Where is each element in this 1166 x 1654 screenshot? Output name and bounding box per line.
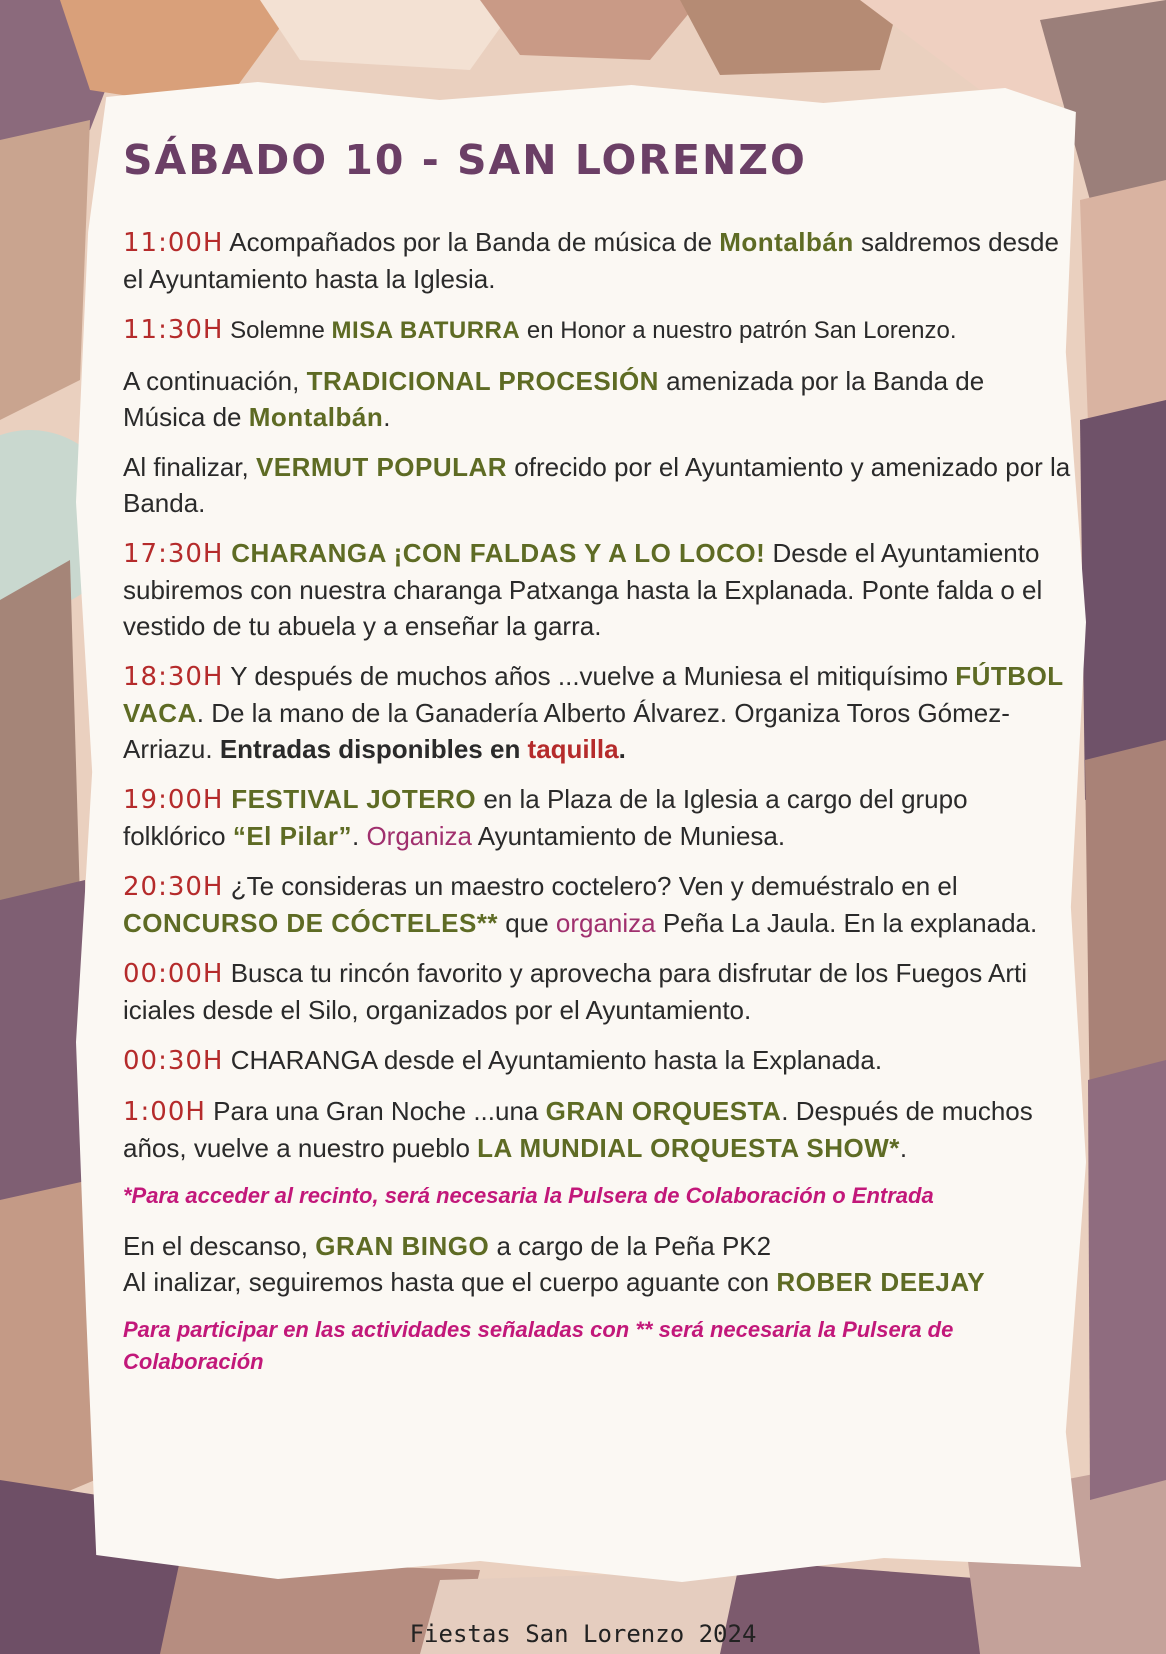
entry-highlight: MISA BATURRA — [331, 317, 521, 344]
schedule-entry-procesion — [123, 363, 1073, 435]
entry-text: Al finalizar, — [123, 452, 256, 482]
page-title: SÁBADO 10 - SAN LORENZO — [123, 136, 807, 184]
schedule-entry-vermut — [123, 449, 1073, 521]
entry-text: ofrecido por el Ayuntamiento y amenizado por la Banda. — [123, 452, 1071, 518]
entry-highlight: FESTIVAL JOTERO — [223, 784, 477, 814]
entry-highlight: CONCURSO DE CÓCTELES** — [123, 908, 499, 938]
schedule-entry-1830 — [123, 658, 1073, 767]
entry-text: amenizada por la Banda de Música de — [123, 366, 985, 432]
entry-text: CHARANGA desde el Ayuntamiento hasta la Explanada. — [223, 1045, 883, 1075]
entry-time: 19:00H — [123, 785, 224, 815]
entry-highlight: ROBER DEEJAY — [776, 1267, 986, 1297]
schedule-entry-0000 — [123, 955, 1073, 1028]
footer-text: Fiestas San Lorenzo 2024 — [409, 1620, 757, 1648]
entry-text: Acompañados por la Banda de música de — [223, 227, 720, 257]
entry-text: Peña La Jaula. En la explanada. — [655, 908, 1038, 938]
schedule-entry-bingo — [123, 1228, 1073, 1300]
entry-text: Ayuntamiento de Muniesa. — [471, 821, 786, 851]
entry-highlight: “El Pilar” — [232, 821, 352, 851]
entry-text: saldremos desde el Ayuntamiento hasta la Iglesia. — [123, 227, 1059, 294]
entry-text: . — [383, 402, 391, 432]
entry-time: 11:00H — [123, 228, 224, 258]
entry-highlight: LA MUNDIAL ORQUESTA SHOW* — [477, 1133, 900, 1163]
entry-time: 1:00H — [123, 1097, 206, 1127]
entry-text: Al inalizar, seguiremos hasta que el cuerpo aguante con — [123, 1267, 777, 1297]
entry-time: 17:30H — [123, 539, 224, 569]
schedule-entry-0030 — [123, 1042, 1073, 1079]
entry-text: . — [899, 1133, 908, 1163]
entry-text: . De la mano de la Ganadería Alberto Álvarez. Organiza Toros Gómez-Arriazu. — [123, 698, 1010, 764]
entry-highlight: TRADICIONAL PROCESIÓN — [306, 366, 659, 396]
program-content — [123, 120, 1073, 1394]
entry-taquilla: taquilla — [527, 734, 619, 764]
entry-time: 00:00H — [123, 959, 224, 989]
entry-text: Solemne — [223, 317, 332, 344]
entry-highlight: VERMUT POPULAR — [255, 452, 508, 482]
entry-bold: . — [618, 734, 626, 764]
schedule-entry-1100 — [123, 224, 1073, 297]
entry-text: . Después de muchos años, vuelve a nuestro pueblo — [123, 1096, 1033, 1163]
schedule-entry-1730 — [123, 535, 1073, 644]
entry-highlight: GRAN ORQUESTA — [545, 1096, 782, 1126]
entry-time: 18:30H — [123, 662, 224, 692]
entry-time: 20:30H — [123, 872, 224, 902]
entry-organiza: Organiza — [366, 821, 472, 851]
entry-time: 00:30H — [123, 1046, 224, 1076]
bracelet-note: Para participar en las actividades señaladas con ** será necesaria la Pulsera de Colaboración — [123, 1317, 954, 1374]
entry-text: Busca tu rincón favorito y aprovecha para disfrutar de los Fuegos Arti iciales desde el Silo, organizados por el Ayuntamiento. — [123, 958, 1028, 1025]
entry-highlight: Montalbán — [248, 402, 384, 432]
entry-text: ¿Te consideras un maestro coctelero? Ven y demuéstralo en el — [223, 871, 958, 901]
entry-text: A continuación, — [123, 366, 307, 396]
entry-time: 11:30H — [123, 315, 224, 345]
entry-text: en Honor a nuestro patrón San Lorenzo. — [520, 317, 957, 344]
entry-highlight: GRAN BINGO — [315, 1231, 490, 1261]
entry-text: que — [498, 908, 556, 938]
entry-text: . — [351, 821, 367, 851]
entry-highlight: FÚTBOL VACA — [123, 661, 1064, 728]
entry-bold: Entradas disponibles en — [219, 734, 528, 764]
entry-highlight: Montalbán — [719, 227, 854, 257]
entry-text: Y después de muchos años ...vuelve a Muniesa el mitiquísimo — [223, 661, 956, 691]
schedule-entry-1900 — [123, 781, 1073, 854]
entry-text: a cargo de la Peña PK2 — [489, 1231, 772, 1261]
access-note: *Para acceder al recinto, será necesaria la Pulsera de Colaboración o Entrada — [123, 1183, 934, 1208]
entry-organiza: organiza — [555, 908, 656, 938]
entry-text: en la Plaza de la Iglesia a cargo del grupo folklórico — [123, 784, 968, 851]
schedule-entry-2030 — [123, 868, 1073, 941]
entry-text: Para una Gran Noche ...una — [205, 1096, 546, 1126]
entry-highlight: CHARANGA ¡CON FALDAS Y A LO LOCO! — [223, 538, 766, 568]
entry-text: En el descanso, — [123, 1231, 316, 1261]
entry-text: Desde el Ayuntamiento subiremos con nuestra charanga Patxanga hasta la Explanada. Ponte falda o el vestido de tu abuela y a enseñar la garra. — [123, 538, 1043, 641]
schedule-entry-0100 — [123, 1093, 1073, 1166]
schedule-entry-1130 — [123, 311, 1073, 349]
